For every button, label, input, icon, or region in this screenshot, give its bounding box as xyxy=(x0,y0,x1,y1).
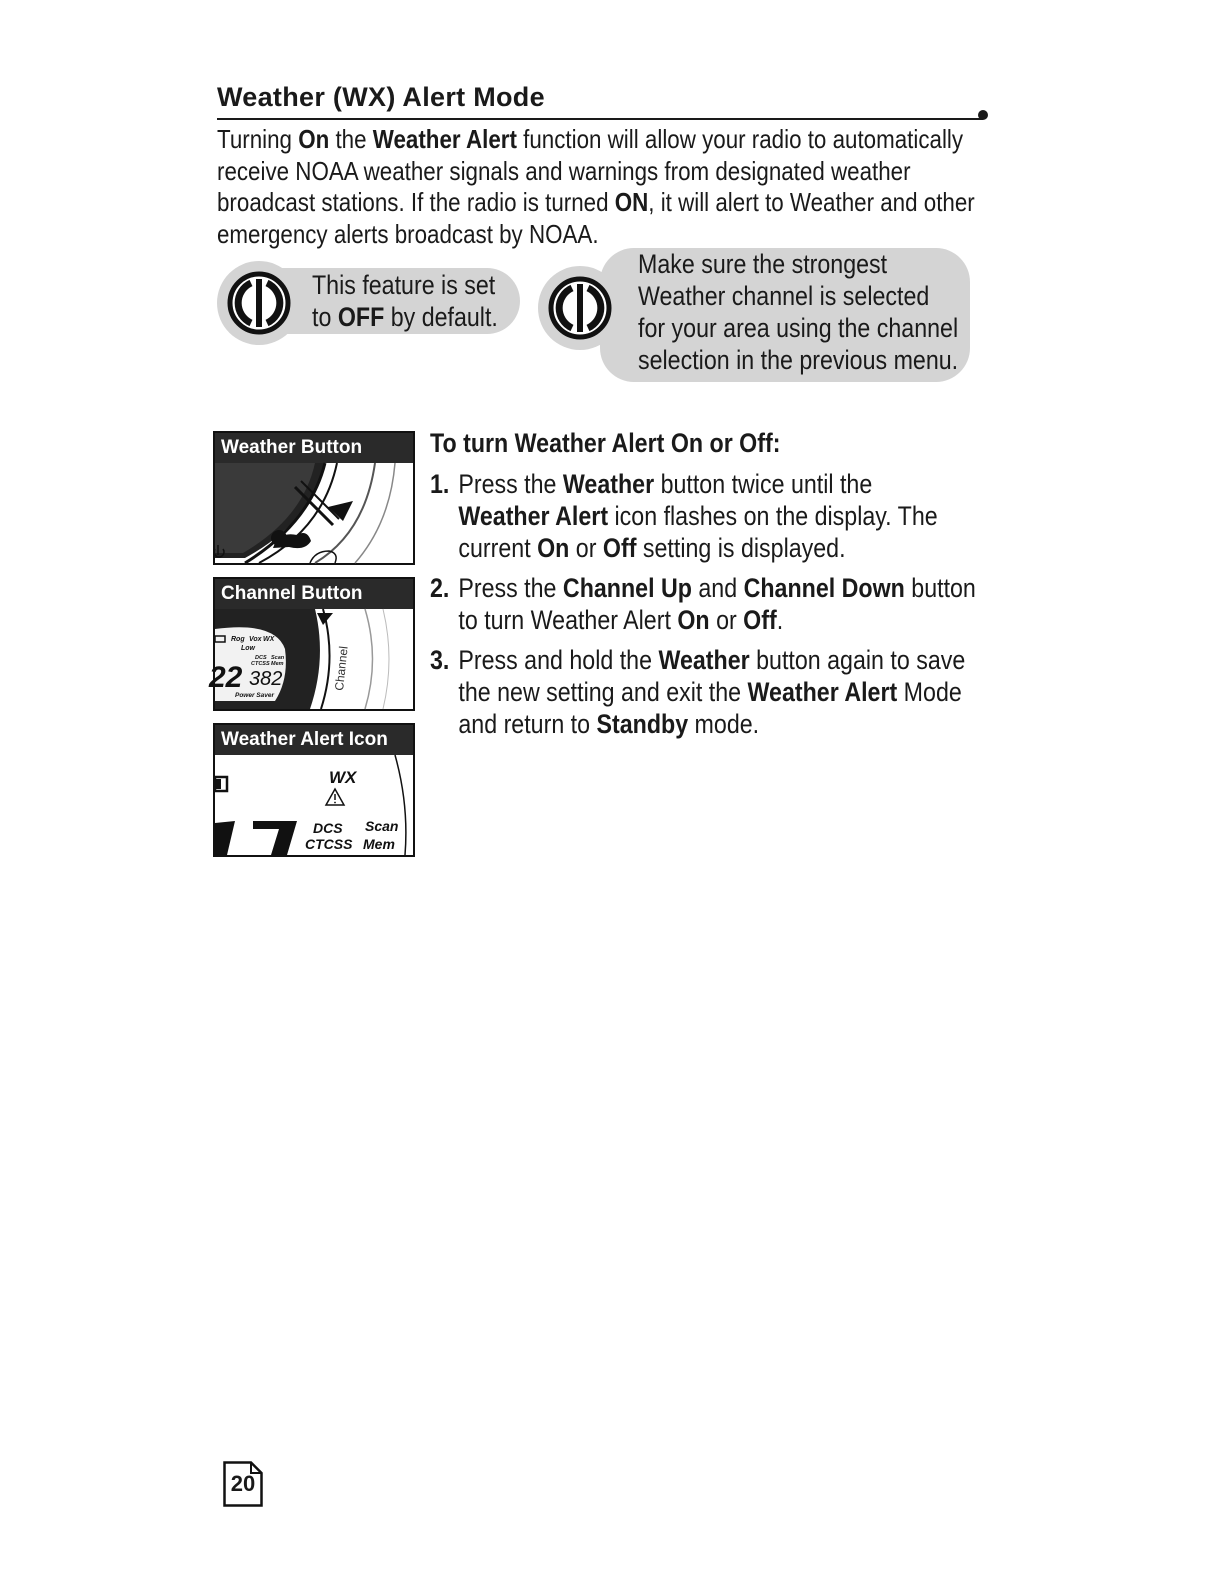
text-run: Press the xyxy=(458,573,563,603)
text-line xyxy=(217,156,975,188)
text-line xyxy=(430,644,965,676)
text-line xyxy=(430,468,938,500)
instruction-step xyxy=(430,468,938,564)
text-run: icon flashes on the display. The xyxy=(608,501,938,531)
text-line xyxy=(638,344,958,376)
text-line xyxy=(430,604,976,636)
text-run: function will allow your radio to automatically xyxy=(516,124,964,154)
text-run: Turning xyxy=(217,124,299,154)
text-run: Press and hold the xyxy=(458,645,659,675)
panel-label: Weather Alert Icon xyxy=(215,725,413,755)
channel-button-panel xyxy=(209,577,415,711)
text-run: , it will alert to Weather and other xyxy=(648,187,975,217)
bold-text: Weather Alert xyxy=(747,677,898,707)
bold-text: Off xyxy=(743,605,777,635)
page-number: 20 xyxy=(230,1471,256,1496)
lcd-ctcss-label: CTCSS xyxy=(305,836,353,852)
bold-text: Standby xyxy=(596,709,689,739)
weather-alert-icon-panel xyxy=(213,723,415,857)
title-rule xyxy=(217,118,983,120)
note-text xyxy=(638,248,958,376)
text-line xyxy=(217,124,975,156)
panel-label: Channel Button xyxy=(215,579,413,609)
bold-text: Channel Up xyxy=(562,573,692,603)
lcd-ctcss-label: CTCSS xyxy=(251,661,270,667)
lcd-rog-label: Rog xyxy=(231,636,245,643)
alert-triangle-icon xyxy=(326,789,344,805)
channel-button-illustration xyxy=(209,609,413,709)
text-run: selection in the previous menu. xyxy=(638,345,959,375)
lcd-power-saver-label: Power Saver xyxy=(235,692,275,699)
text-run: to turn Weather Alert xyxy=(458,605,678,635)
text-run: or xyxy=(569,533,603,563)
bold-text: Channel Down xyxy=(743,573,905,603)
text-line xyxy=(638,312,958,344)
step-number: 3. xyxy=(430,645,450,675)
text-run: button twice until the xyxy=(654,469,873,499)
lcd-vox-label: Vox xyxy=(249,636,262,643)
text-line xyxy=(430,572,976,604)
text-run: This feature is set xyxy=(312,270,496,300)
text-run: for your area using the channel xyxy=(638,313,959,343)
channel-ring-label: Channel xyxy=(332,645,351,692)
bold-text: On xyxy=(537,533,570,563)
text-run: the new setting and exit the xyxy=(458,677,748,707)
page-number-badge xyxy=(223,1461,263,1507)
info-note-icon xyxy=(548,276,612,340)
text-line xyxy=(312,301,498,333)
text-run: setting is displayed. xyxy=(636,533,846,563)
text-line xyxy=(217,219,975,251)
bold-text: Weather Alert xyxy=(458,501,609,531)
text-run: button again to save xyxy=(749,645,966,675)
text-line xyxy=(638,280,958,312)
instructions-title: To turn Weather Alert On or Off: xyxy=(430,428,781,458)
lcd-channel-digits: 22 xyxy=(209,661,243,694)
text-line xyxy=(638,248,958,280)
panel-label: Weather Button xyxy=(215,433,413,463)
text-line xyxy=(430,532,938,564)
text-run: mode. xyxy=(688,709,760,739)
text-line xyxy=(430,708,965,740)
text-run: Press the xyxy=(458,469,563,499)
weather-button-illustration xyxy=(215,463,413,563)
text-run: and xyxy=(691,573,744,603)
lcd-mem-label: Mem xyxy=(363,836,395,852)
info-note-icon xyxy=(227,271,291,335)
intro-paragraph xyxy=(217,124,975,250)
note-text xyxy=(312,269,498,333)
text-run: current xyxy=(458,533,538,563)
lcd-dcs-label: DCS xyxy=(255,655,267,661)
note-icon-badge xyxy=(538,266,622,350)
text-line xyxy=(430,500,938,532)
lcd-scan-label: Scan xyxy=(365,818,399,834)
title-rule-dot xyxy=(978,110,988,120)
text-run: Weather channel is selected xyxy=(638,281,930,311)
step-number: 2. xyxy=(430,573,450,603)
text-run: button xyxy=(904,573,976,603)
text-run: emergency alerts broadcast by NOAA. xyxy=(217,218,599,249)
text-run: receive NOAA weather signals and warnings from designated weather xyxy=(217,155,911,186)
lcd-dcs-label: DCS xyxy=(313,820,343,836)
text-run: Mode xyxy=(897,677,962,707)
text-line xyxy=(430,676,965,708)
bold-text: On xyxy=(677,605,710,635)
weather-button-panel xyxy=(213,431,415,565)
bold-text: Weather xyxy=(658,645,750,675)
text-run: broadcast stations. If the radio is turned xyxy=(217,187,615,217)
lcd-low-label: Low xyxy=(241,645,255,652)
text-run: by default. xyxy=(384,302,498,332)
text-line xyxy=(217,187,975,219)
bold-text: Weather xyxy=(562,469,655,499)
text-line xyxy=(312,269,498,301)
bold-text: On xyxy=(298,124,330,154)
weather-alert-icon-illustration xyxy=(215,755,413,855)
lcd-wx-label: WX xyxy=(263,636,275,643)
page-title: Weather (WX) Alert Mode xyxy=(217,82,545,112)
text-run: or xyxy=(709,605,744,635)
note-icon-badge xyxy=(217,261,301,345)
instruction-step xyxy=(430,572,976,636)
text-run: and return to xyxy=(458,709,597,739)
bold-text: OFF xyxy=(337,302,385,332)
lcd-code-digits: 382 xyxy=(249,668,283,690)
lcd-mem-label: Mem xyxy=(271,661,284,667)
text-run: . xyxy=(776,605,784,635)
bold-text: Off xyxy=(602,533,637,563)
instruction-step xyxy=(430,644,965,740)
bold-text: Weather Alert xyxy=(372,124,517,154)
lcd-wx-label: WX xyxy=(329,768,357,787)
lcd-scan-label: Scan xyxy=(271,655,285,661)
text-run: the xyxy=(329,124,373,154)
step-number: 1. xyxy=(430,469,450,499)
bold-text: ON xyxy=(614,187,649,217)
text-run: Make sure the strongest xyxy=(638,249,888,279)
text-run: to xyxy=(312,302,338,332)
